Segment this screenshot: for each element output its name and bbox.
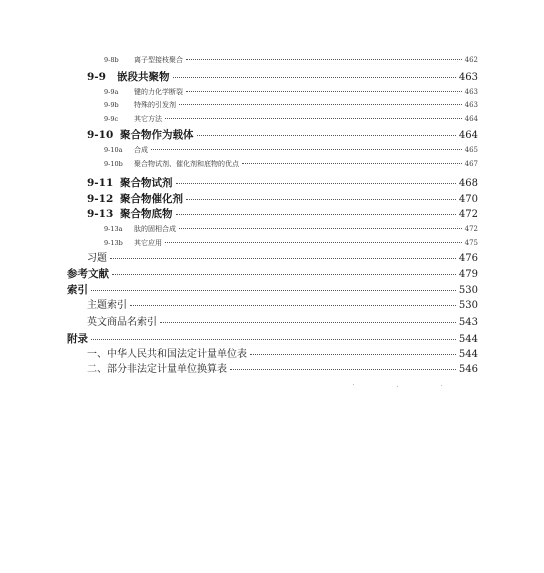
dot-leader — [230, 369, 456, 370]
toc-entry-title: 主题索引 — [87, 300, 127, 311]
toc-entry — [104, 240, 478, 247]
toc-entry-page: 479 — [458, 269, 478, 280]
toc-entry-title: 肽的固相合成 — [134, 225, 176, 233]
toc-entry-number: 9-13b — [104, 239, 123, 247]
dot-leader — [197, 135, 456, 136]
toc-entry — [87, 130, 478, 141]
toc-entry-page: 463 — [458, 72, 478, 83]
toc-entry-number: 9-8b — [104, 56, 119, 64]
toc-entry-page: 463 — [464, 88, 478, 96]
toc-entry-title: 聚合物作为载体 — [120, 129, 194, 141]
dot-leader — [186, 91, 462, 92]
toc-entry — [67, 269, 478, 280]
toc-entry-number: 9-9 — [87, 71, 106, 83]
toc-entry-title: 聚合物底物 — [120, 208, 173, 220]
dot-leader — [242, 163, 462, 164]
toc-entry-title: 聚合物试剂、催化剂和底物的优点 — [134, 160, 239, 168]
dot-leader — [91, 290, 456, 291]
dot-leader — [112, 274, 456, 275]
toc-entry-title: 特殊的引发剂 — [134, 101, 176, 109]
toc-entry-page: 476 — [458, 253, 478, 264]
dot-leader — [91, 339, 456, 340]
dot-leader — [165, 118, 462, 119]
toc-entry — [87, 72, 478, 83]
toc-entry-number: 9-11 — [87, 177, 114, 189]
toc-entry-number: 9-9b — [104, 101, 119, 109]
toc-entry — [104, 147, 478, 154]
toc-entry-number: 9-10b — [104, 160, 123, 168]
toc-entry — [87, 194, 478, 205]
toc-entry-page: 530 — [458, 285, 478, 296]
dot-leader — [160, 322, 456, 323]
toc-entry-page: 475 — [464, 239, 478, 247]
dot-leader — [130, 305, 456, 306]
toc-entry-page: 472 — [464, 225, 478, 233]
toc-entry-page: 472 — [458, 209, 478, 220]
toc-entry-page: 464 — [458, 130, 478, 141]
toc-entry-page: 546 — [458, 364, 478, 375]
toc-entry — [87, 301, 478, 311]
toc-entry-page: 543 — [458, 317, 478, 328]
toc-entry-number: 9-10a — [104, 146, 123, 154]
dot-leader — [110, 258, 456, 259]
toc-entry — [87, 209, 478, 220]
toc-entry-page: 464 — [464, 115, 478, 123]
dot-leader — [176, 214, 456, 215]
toc-entry — [87, 254, 478, 264]
toc-entry — [87, 178, 478, 189]
toc-entry-number: 9-9c — [104, 115, 119, 123]
scan-speck — [353, 384, 354, 385]
dot-leader — [176, 183, 456, 184]
toc-entry — [104, 161, 478, 168]
toc-entry-page: 530 — [458, 300, 478, 311]
toc-entry-title: 离子型接枝聚合 — [134, 56, 183, 64]
toc-entry-title: 聚合物催化剂 — [120, 193, 183, 205]
dot-leader — [165, 242, 462, 243]
toc-entry-page: 463 — [464, 101, 478, 109]
toc-entry-number: 9-9a — [104, 88, 119, 96]
toc-entry-title: 合成 — [134, 146, 148, 154]
toc-entry-page: 544 — [458, 334, 478, 345]
toc-entry-page: 465 — [464, 146, 478, 154]
dot-leader — [179, 104, 462, 105]
toc-entry-title: 一、中华人民共和国法定计量单位表 — [87, 349, 247, 360]
toc-entry-page: 467 — [464, 160, 478, 168]
toc-entry — [104, 89, 478, 96]
toc-entry — [87, 318, 478, 328]
toc-entry-title: 索引 — [67, 284, 88, 296]
dot-leader — [186, 59, 462, 60]
toc-entry-title: 习题 — [87, 253, 107, 264]
toc-entry-number: 9-13 — [87, 208, 114, 220]
toc-entry — [87, 350, 478, 360]
dot-leader — [173, 77, 456, 78]
toc-entry-page: 470 — [458, 194, 478, 205]
toc-entry-number: 9-12 — [87, 193, 114, 205]
toc-entry — [104, 57, 478, 64]
toc-entry — [104, 116, 478, 123]
toc-entry-title: 其它应用 — [134, 239, 162, 247]
toc-entry-number: 9-10 — [87, 129, 114, 141]
dot-leader — [179, 228, 462, 229]
toc-entry-number: 9-13a — [104, 225, 123, 233]
dot-leader — [151, 149, 462, 150]
toc-entry — [104, 226, 478, 233]
toc-entry — [67, 334, 478, 345]
toc-entry-title: 键的力化学断裂 — [134, 88, 183, 96]
toc-entry — [104, 102, 478, 109]
scan-speck — [397, 386, 398, 387]
toc-entry-title: 二、部分非法定计量单位换算表 — [87, 364, 227, 375]
toc-entry-page: 468 — [458, 178, 478, 189]
toc-entry-title: 英文商品名索引 — [87, 317, 157, 328]
toc-entry-title: 参考文献 — [67, 268, 109, 280]
dot-leader — [250, 354, 456, 355]
dot-leader — [186, 199, 456, 200]
toc-entry-title: 其它方法 — [134, 115, 162, 123]
toc-entry-page: 462 — [464, 56, 478, 64]
toc-entry-title: 附录 — [67, 333, 88, 345]
toc-entry — [87, 365, 478, 375]
scan-speck — [441, 385, 442, 386]
toc-entry-title: 嵌段共聚物 — [117, 71, 170, 83]
toc-entry-title: 聚合物试剂 — [120, 177, 173, 189]
toc-entry-page: 544 — [458, 349, 478, 360]
toc-entry — [67, 285, 478, 296]
